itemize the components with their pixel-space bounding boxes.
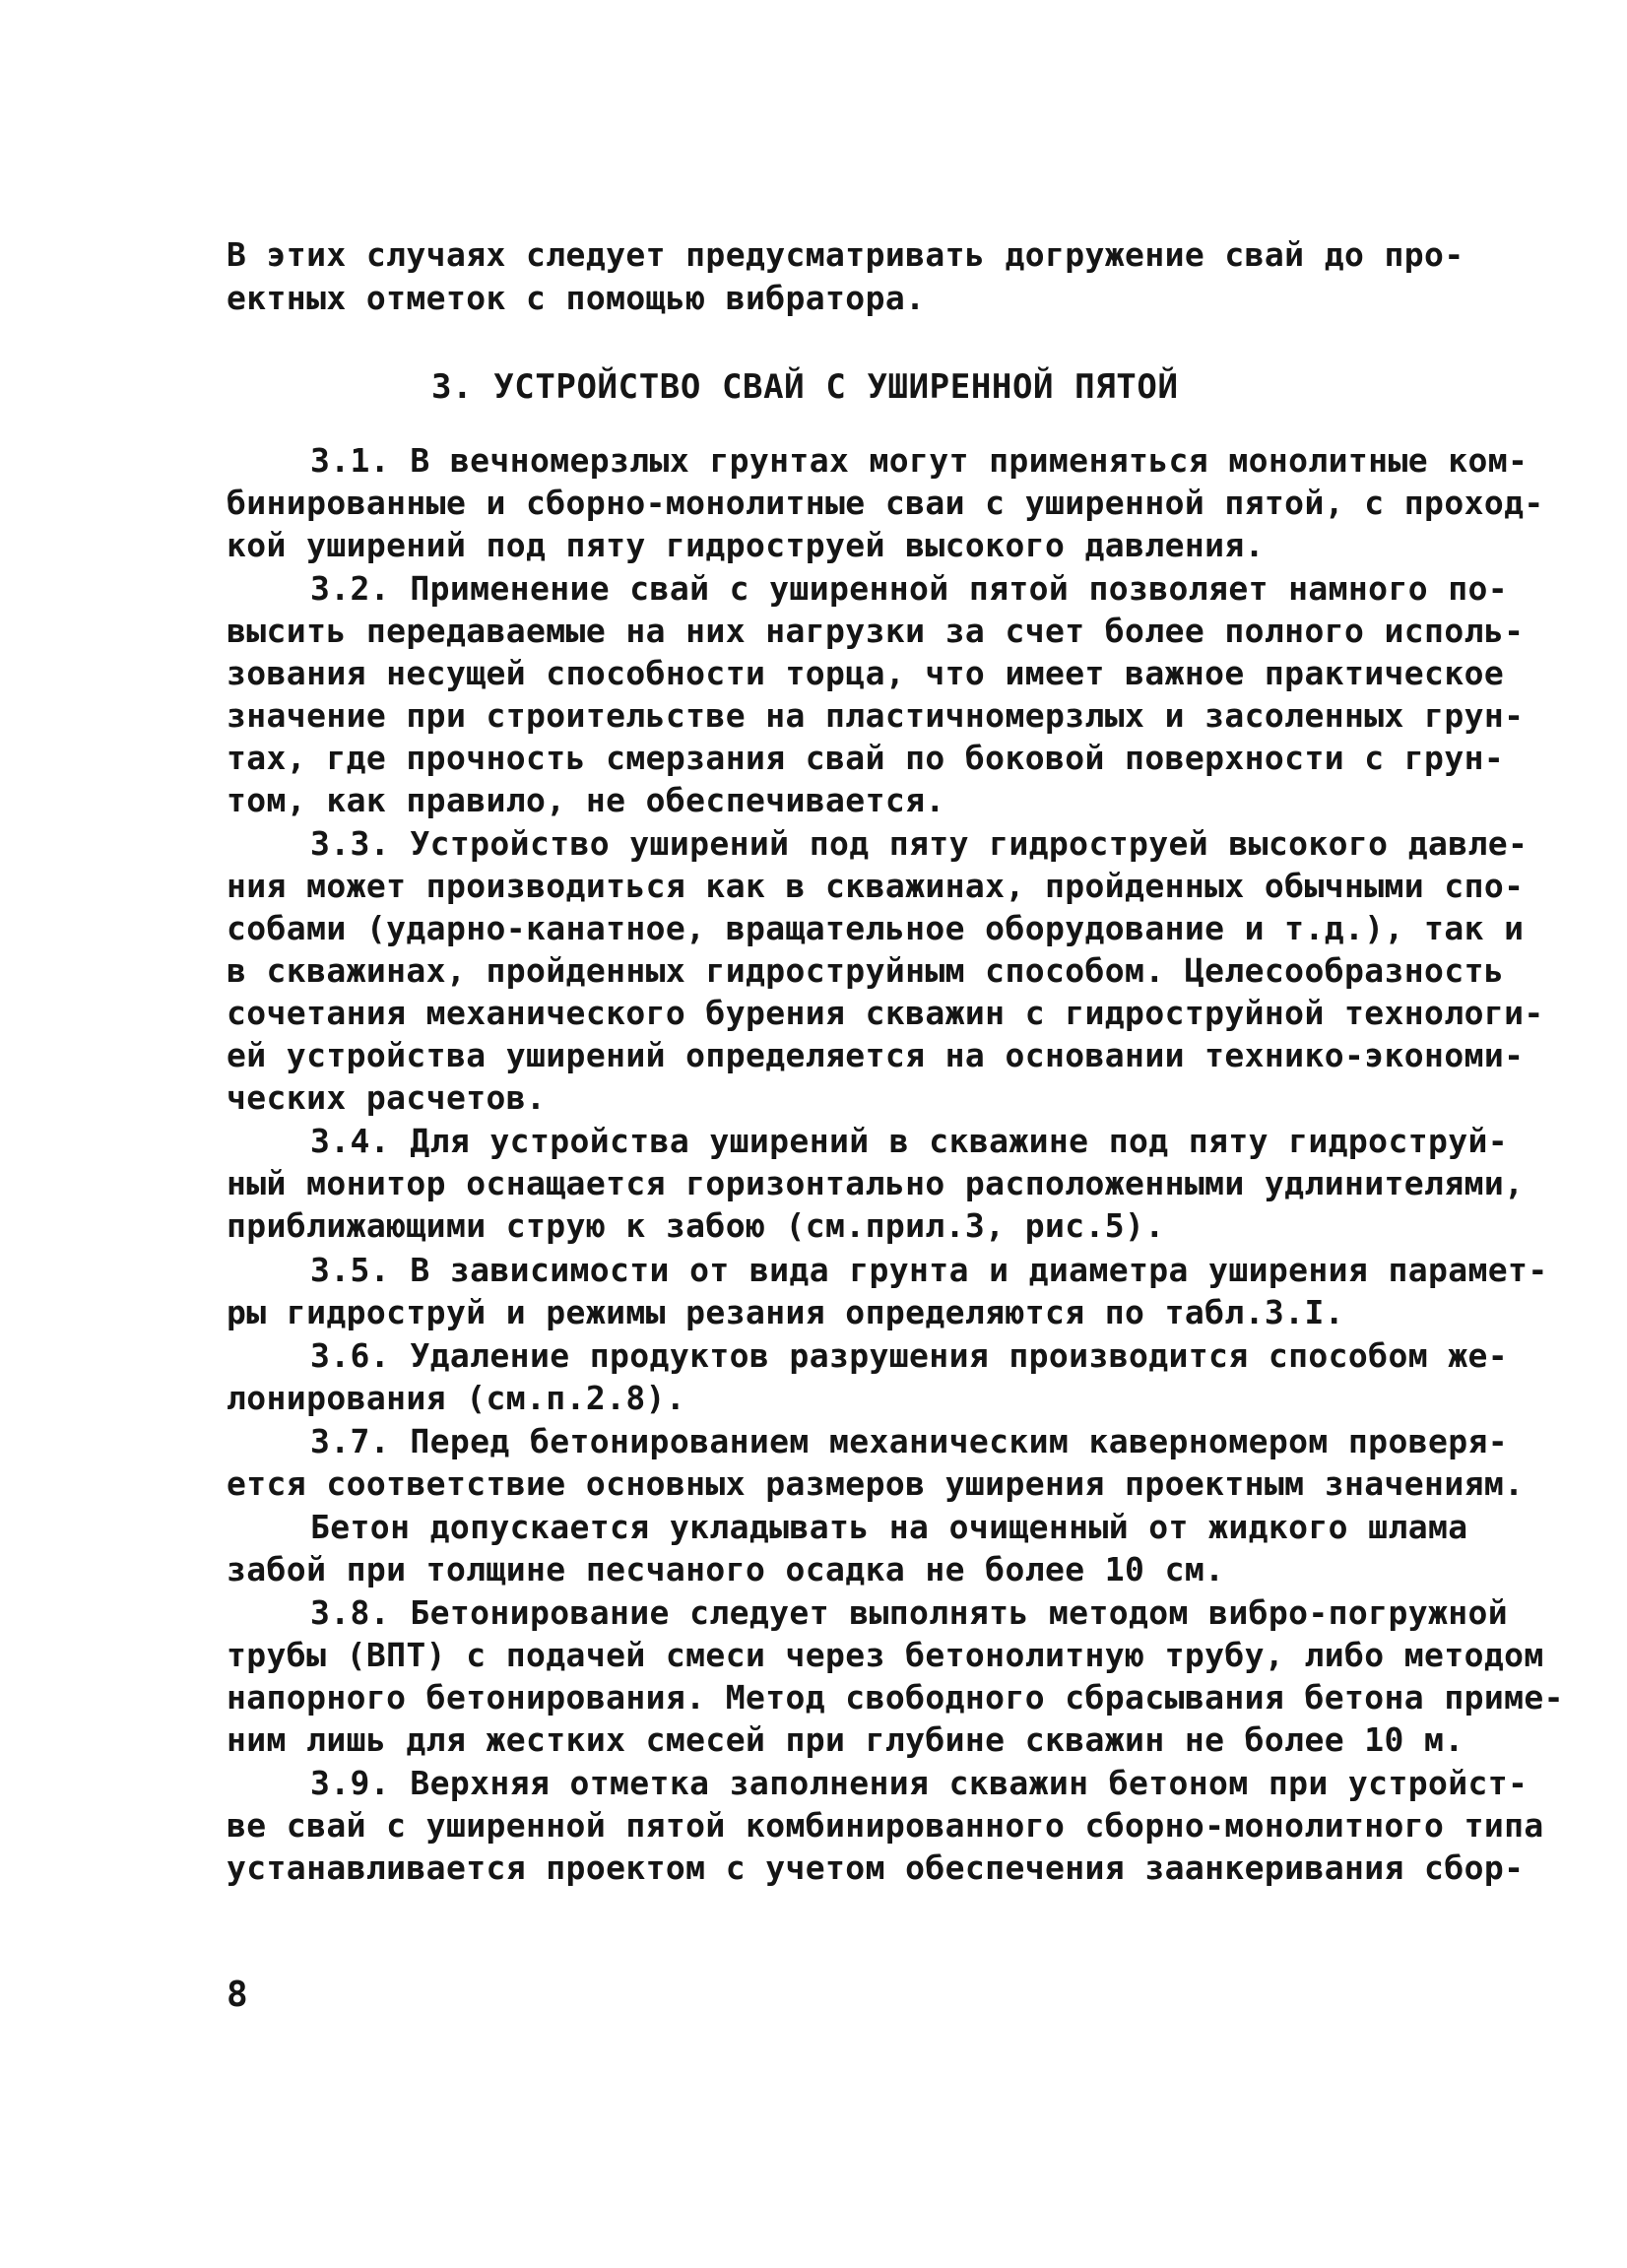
intro-line: ектных отметок с помощью вибратора. [227,279,926,317]
paragraph-line: 3.2. Применение свай с уширенной пятой позволяет намного по- [310,569,1509,608]
paragraph-line: устанавливается проектом с учетом обеспечения заанкеривания сбор- [227,1848,1525,1887]
paragraph-line: 3.6. Удаление продуктов разрушения производится способом же- [310,1336,1509,1375]
paragraph-line: забой при толщине песчаного осадка не более 10 см. [227,1550,1225,1588]
paragraph-line: 3.7. Перед бетонированием механическим каверномером проверя- [310,1422,1509,1460]
paragraph-line: 3.9. Верхняя отметка заполнения скважин бетоном при устройст- [310,1764,1529,1802]
paragraph-line: Бетон допускается укладывать на очищенный от жидкого шлама [310,1508,1468,1546]
paragraph-line: в скважинах, пройденных гидроструйным способом. Целесообразность [227,951,1505,990]
page-number: 8 [227,1975,248,2015]
paragraph-line: 3.3. Устройство уширений под пяту гидроструей высокого давле- [310,824,1529,863]
paragraph-line: 3.5. В зависимости от вида грунта и диаметра уширения парамет- [310,1251,1548,1289]
paragraph-line: бинированные и сборно-монолитные сваи с уширенной пятой, с проход- [227,484,1544,522]
paragraph-line: значение при строительстве на пластичномерзлых и засоленных грун- [227,696,1525,735]
paragraph-line: кой уширений под пяту гидроструей высокого давления. [227,526,1265,564]
paragraph-line: трубы (ВПТ) с подачей смеси через бетонолитную трубу, либо методом [227,1636,1544,1674]
paragraph-line: зования несущей способности торца, что имеет важное практическое [227,654,1505,692]
paragraph-line: 3.1. В вечномерзлых грунтах могут применяться монолитные ком- [310,441,1529,480]
paragraph-line: сочетания механического бурения скважин с гидроструйной технологи- [227,994,1544,1032]
paragraph-line: собами (ударно-канатное, вращательное оборудование и т.д.), так и [227,909,1525,947]
paragraph-line: приближающими струю к забою (см.прил.3, рис.5). [227,1206,1165,1245]
paragraph-line: ется соответствие основных размеров уширения проектным значениям. [227,1464,1525,1503]
paragraph-line: ве свай с уширенной пятой комбинированного сборно-монолитного типа [227,1806,1544,1845]
paragraph-line: тах, где прочность смерзания свай по боковой поверхности с грун- [227,739,1505,777]
paragraph-line: ный монитор оснащается горизонтально расположенными удлинителями, [227,1164,1525,1202]
paragraph-line: лонирования (см.п.2.8). [227,1379,686,1417]
paragraph-line: 3.4. Для устройства уширений в скважине под пяту гидроструй- [310,1122,1509,1160]
section-heading: 3. УСТРОЙСТВО СВАЙ С УШИРЕННОЙ ПЯТОЙ [431,367,1179,407]
paragraph-line: ним лишь для жестких смесей при глубине скважин не более 10 м. [227,1720,1464,1759]
paragraph-line: напорного бетонирования. Метод свободного сбрасывания бетона приме- [227,1678,1564,1717]
paragraph-line: ческих расчетов. [227,1078,547,1117]
paragraph-line: 3.8. Бетонирование следует выполнять методом вибро-погружной [310,1593,1509,1632]
intro-line: В этих случаях следует предусматривать догружение свай до про- [227,235,1464,274]
paragraph-line: высить передаваемые на них нагрузки за счет более полного исполь- [227,612,1525,650]
paragraph-line: ния может производиться как в скважинах, пройденных обычными спо- [227,867,1525,905]
paragraph-line: ры гидроструй и режимы резания определяются по табл.3.I. [227,1293,1344,1331]
paragraph-line: том, как правило, не обеспечивается. [227,781,945,819]
paragraph-line: ей устройства уширений определяется на основании технико-экономи- [227,1036,1525,1074]
